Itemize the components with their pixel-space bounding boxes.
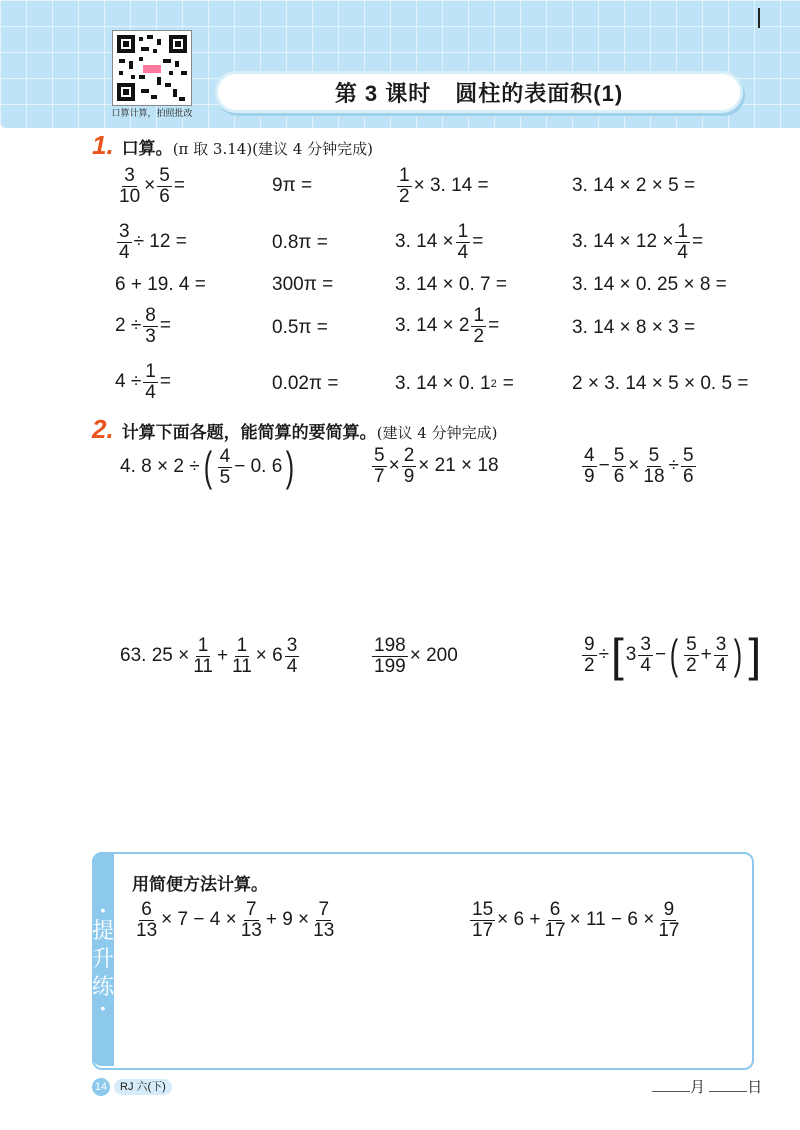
oral-calc-item: 0.8π =	[272, 232, 328, 253]
practice-problem: $\frac{6}{13}$ × 7 − 4 × $\frac{7}{13}$ + 9 × $\frac{7}{13}$	[136, 899, 335, 941]
qr-code-image[interactable]	[112, 30, 192, 106]
qr-pattern	[113, 31, 191, 105]
oral-calc-item: 3. 14 × 0. 1 2 =	[395, 373, 514, 394]
calc-problem: $\frac{9}{2}$ ÷ [ 3 $\frac{3}{4}$ − ( $\frac{5}{2}$ + $\frac{3}{4}$ ) ]	[584, 629, 762, 681]
day-blank[interactable]	[709, 1077, 747, 1092]
oral-calc-item: $\frac{3}{10}$ × $\frac{5}{6}$ =	[119, 165, 185, 207]
oral-calc-item: 2 × 3. 14 × 5 × 0. 5 =	[572, 373, 749, 394]
calc-problem: $\frac{5}{7}$ × $\frac{2}{9}$ × 21 × 18	[374, 445, 499, 487]
oral-calc-item: 3. 14 × 2 $\frac{1}{2}$ =	[395, 305, 500, 347]
section-1-note: (π 取 3.14)(建议 4 分钟完成)	[172, 140, 373, 158]
calc-problem: $\frac{198}{199}$ × 200	[374, 635, 458, 677]
oral-calc-item: $\frac{1}{2}$ × 3. 14 =	[399, 165, 489, 207]
page-edge-mark	[758, 8, 760, 28]
practice-title: 用简便方法计算。	[132, 875, 268, 894]
section-2-heading	[92, 414, 497, 445]
oral-calc-item: 3. 14 × 2 × 5 =	[572, 175, 696, 196]
section-2-number: 2.	[92, 414, 114, 444]
oral-calc-item: 6 + 19. 4 =	[115, 274, 206, 295]
practice-tab: • 提 升 练 •	[92, 852, 114, 1066]
oral-calc-item: 3. 14 × 0. 7 =	[395, 274, 507, 295]
oral-calc-item: $\frac{3}{4}$ ÷ 12 =	[119, 221, 187, 263]
oral-calc-item: 4 ÷ $\frac{1}{4}$ =	[115, 361, 171, 403]
month-blank[interactable]	[652, 1077, 690, 1092]
oral-calc-item: 2 ÷ $\frac{8}{3}$ =	[115, 305, 171, 347]
calc-problem: $\frac{4}{9}$ − $\frac{5}{6}$ × $\frac{5}{18}$ ÷ $\frac{5}{6}$	[584, 445, 694, 487]
book-label: RJ 六(下)	[114, 1079, 172, 1095]
oral-calc-item: 0.02π =	[272, 373, 339, 394]
lesson-title	[218, 74, 740, 110]
oral-calc-item: 9π =	[272, 175, 313, 196]
calc-problem: 63. 25 × $\frac{1}{11}$ + $\frac{1}{11}$ × 6 $\frac{3}{4}$	[120, 635, 298, 677]
oral-calc-item: 3. 14 × 12 × $\frac{1}{4}$ =	[572, 221, 704, 263]
date-fields: 月 日	[652, 1076, 762, 1097]
section-2-note: (建议 4 分钟完成)	[376, 424, 498, 442]
oral-calc-item: 3. 14 × 0. 25 × 8 =	[572, 274, 727, 295]
lesson-number: 第 3 课时	[334, 80, 432, 106]
oral-calc-item: 300π =	[272, 274, 334, 295]
lesson-topic: 圆柱的表面积(1)	[455, 80, 624, 106]
calc-problem: 4. 8 × 2 ÷ ( $\frac{4}{5}$ − 0. 6 )	[120, 443, 295, 490]
section-1-number: 1.	[92, 130, 114, 160]
section-2-title: 计算下面各题，能简算的要简算。	[121, 423, 377, 442]
section-1-heading	[92, 130, 373, 161]
oral-calc-item: 3. 14 × $\frac{1}{4}$ =	[395, 221, 484, 263]
oral-calc-item: 3. 14 × 8 × 3 =	[572, 317, 696, 338]
page-number: 14	[92, 1078, 110, 1096]
oral-calc-item: 0.5π =	[272, 317, 328, 338]
qr-caption: 口算计算，拍照批改	[111, 108, 193, 118]
section-1-title: 口算。	[121, 139, 173, 158]
practice-problem: $\frac{15}{17}$ × 6 + $\frac{6}{17}$ × 11 − 6 × $\frac{9}{17}$	[472, 899, 680, 941]
